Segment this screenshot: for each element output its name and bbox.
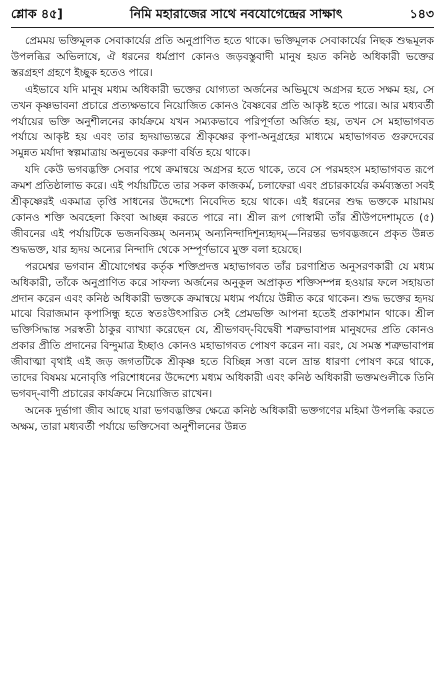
paragraph: প্রেমময় ভক্তিমূলক সেবাকার্যের প্রতি অনুপ্রাণিত হতে থাকে। ভক্তিমূলক সেবাকার্যের নিছক শুদ্ধমূলক উপলব্ধির অভিলাষে, ঐ ধরনের ধর্মপ্রাণ কোনও জড়বস্তুবাদী মানুষ হয়ত কনিষ্ঠ অধিকারী ভক্তের স্তরগ্রহণ গ্রহণে ইচ্ছুক হতেও পারে। (11, 35, 434, 79)
page-number: ১৪৩ (409, 6, 434, 21)
paragraph: অনেক দুর্ভাগা জীব আছে যারা ভগবদ্ভক্তির ক্ষেত্রে কনিষ্ঠ অধিকারী ভক্তগণের মহিমা উপলব্ধি করতে অক্ষম, তারা মধ্যবর্তী পর্যায়ে ভক্তিসেবা অনুশীলনের উন্নত (11, 404, 434, 433)
page-body (11, 34, 434, 436)
chapter-title: নিমি মহারাজের সাথে নবযোগেন্দ্রের সাক্ষাৎ (130, 6, 343, 21)
paragraph: এইভাবে যদি মানুষ মধ্যম অধিকারী ভক্তের যোগ্যতা অর্জনের অভিমুখে অগ্রসর হতে সক্ষম হয়, সে তখন কৃষ্ণভাবনা প্রচারে প্রত্যক্ষভাবে নিয়োজিত কোনও বৈষ্ণবের প্রতি আকৃষ্ট হতে পারে। আর মধ্যবর্তী পর্যায়ের ভক্তি অনুশীলনের কার্যক্রমে যখন সম্যকভাবে পরিপূর্ণতা অর্জিত হয়, তখন সে মহাভাগবত পর্যায়ে আকৃষ্ট হয় এবং তার হৃদয়াভ্যন্তরে শ্রীকৃষ্ণের কৃপা-অনুগ্রহের মাধ্যমে মহাভাগবত গুরুদেবের সমুন্নত মর্যাদা স্বল্পমাত্রায় অনুভবের করুণা বর্ষিত হয়ে থাকে। (11, 83, 434, 160)
header-rule (11, 27, 434, 28)
verse-reference: শ্লোক ৪৫] (11, 6, 63, 21)
running-header (11, 6, 434, 24)
paragraph: যদি কেউ ভগবদ্ভক্তি সেবার পথে ক্রমান্বয়ে অগ্রসর হতে থাকে, তবে সে পরমহংস মহাভাগবত রূপে ক্রমশ প্রতিষ্ঠালাভ করে। এই পর্যায়টিতে তার সকল কাজকর্ম, চলাফেরা এবং প্রচারকার্যের কর্মব্যস্ততা সবই শ্রীকৃষ্ণেরই একমাত্র তৃপ্তি সাধনের উদ্দেশ্যে নিবেদিত হয়ে থাকে। এই ধরনের শুদ্ধ ভক্তকে মায়াময় কোনও শক্তি অবহেলা কিংবা আচ্ছন্ন করতে পারে না। শ্রীল রূপ গোস্বামী তাঁর শ্রীউপদেশামৃতে (৫) জীবনের এই পর্যায়টিকে ভজনবিজ্ঞম্ অনন্যম্ অন্যনিন্দাদিশূন্যহৃদম্—নিরন্তর ভগবদ্ভজনে প্রকৃত উন্নত শুদ্ধভক্ত, যার হৃদয় অন্যের নিন্দাদি থেকে সম্পূর্ণভাবে মুক্ত বলা হয়েছে। (11, 164, 434, 256)
paragraph: পরমেশ্বর ভগবান শ্রীযোগেশ্বর কর্তৃক শক্তিপ্রদত্ত মহাভাগবত তাঁর চরণাশ্রিত অনুসরণকারী যে মধ্যম অধিকারী, তাঁকে অনুপ্রাণিত করে সাফল্য অর্জনের অনুকূল অপ্রাকৃত শক্তিসম্পন্ন হওয়ার ফলে সহায়তা প্রদান করেন এবং কনিষ্ঠ অধিকারী ভক্তকে ক্রমান্বয়ে মধ্যম পর্যায়ে উন্নীত করে থাকেন। শুদ্ধ ভক্তের হৃদয় মাঝে বিরাজমান কৃপাসিন্ধু হতে স্বতঃউৎসারিত সেই প্রেমভক্তি আপনা হতেই প্রকাশমান থাকে। শ্রীল ভক্তিসিদ্ধান্ত সরস্বতী ঠাকুর ব্যাখ্যা করেছেন যে, শ্রীভগবদ্-বিদ্বেষী শত্রুভাবাপন্ন মানুষদের প্রতি কোনও প্রকার প্রীতি প্রদানের বিন্দুমাত্র ইচ্ছাও কোনও মহাভাগবত পোষণ করেন না। বরং, যে সমস্ত শত্রুভাবাপন্ন জীবাত্মা বৃথাই এই জড় জগতটিকে শ্রীকৃষ্ণ হতে বিচ্ছিন্ন সত্তা বলে ভ্রান্ত ধারণা পোষণ করে থাকে, তাদের বিষময় মনোবৃত্তি পরিশোধনের উদ্দেশ্যে মধ্যম অধিকারী এবং কনিষ্ঠ অধিকারী ভক্তমণ্ডলীকে তিনি ভগবদ্-বাণী প্রচারের কার্যক্রমে নিয়োজিত রাখেন। (11, 260, 434, 400)
